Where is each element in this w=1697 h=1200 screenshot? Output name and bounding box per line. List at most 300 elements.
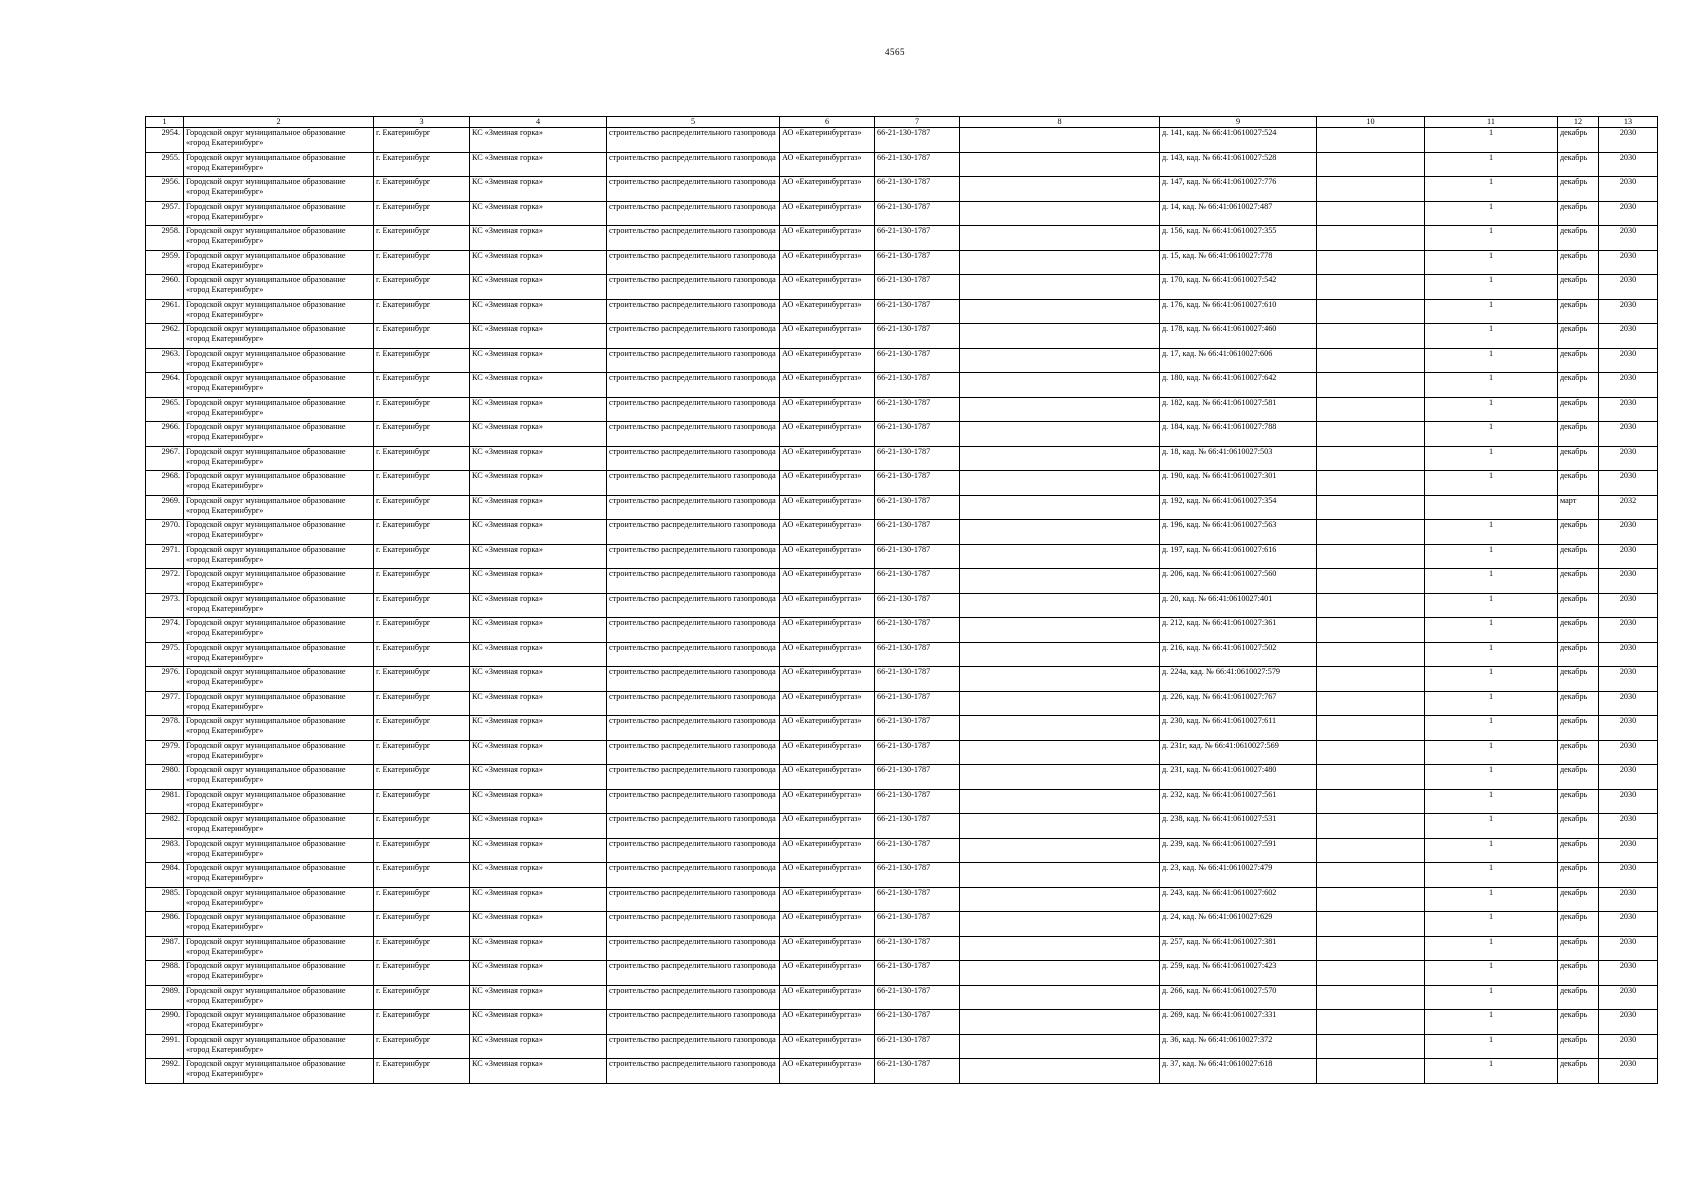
empty-cell xyxy=(960,226,1160,251)
column-header-5: 5 xyxy=(607,117,780,128)
row-number: 2965. xyxy=(146,397,184,422)
month-cell: декабрь xyxy=(1558,250,1599,275)
month-cell: декабрь xyxy=(1558,814,1599,839)
empty-cell xyxy=(1317,446,1425,471)
quantity-cell: 1 xyxy=(1425,373,1558,398)
organization-cell: АО «Екатеринбурггаз» xyxy=(780,569,875,594)
settlement-cell: г. Екатеринбург xyxy=(374,471,470,496)
row-number: 2966. xyxy=(146,422,184,447)
empty-cell xyxy=(1317,789,1425,814)
organization-cell: АО «Екатеринбурггаз» xyxy=(780,691,875,716)
municipality-cell: Городской округ муниципальное образование «город Екатеринбург» xyxy=(184,446,374,471)
empty-cell xyxy=(960,128,1160,153)
organization-cell: АО «Екатеринбурггаз» xyxy=(780,299,875,324)
month-cell: март xyxy=(1558,495,1599,520)
address-cell: д. 182, кад. № 66:41:0610027:581 xyxy=(1160,397,1317,422)
table-header xyxy=(146,117,1658,128)
municipality-cell: Городской округ муниципальное образование «город Екатеринбург» xyxy=(184,128,374,153)
empty-cell xyxy=(960,740,1160,765)
row-number: 2991. xyxy=(146,1034,184,1059)
code-cell: 66-21-130-1787 xyxy=(875,887,960,912)
purpose-cell: строительство распределительного газопровода xyxy=(607,593,780,618)
year-cell: 2030 xyxy=(1599,201,1658,226)
month-cell: декабрь xyxy=(1558,716,1599,741)
row-number: 2974. xyxy=(146,618,184,643)
table-row xyxy=(146,422,1658,447)
organization-cell: АО «Екатеринбурггаз» xyxy=(780,397,875,422)
year-cell: 2030 xyxy=(1599,275,1658,300)
purpose-cell: строительство распределительного газопровода xyxy=(607,863,780,888)
object-cell: КС «Змеиная горка» xyxy=(470,446,607,471)
table-row xyxy=(146,863,1658,888)
empty-cell xyxy=(1317,324,1425,349)
settlement-cell: г. Екатеринбург xyxy=(374,397,470,422)
address-cell: д. 230, кад. № 66:41:0610027:611 xyxy=(1160,716,1317,741)
empty-cell xyxy=(1317,618,1425,643)
month-cell: декабрь xyxy=(1558,324,1599,349)
year-cell: 2030 xyxy=(1599,1010,1658,1035)
empty-cell xyxy=(1317,177,1425,202)
organization-cell: АО «Екатеринбурггаз» xyxy=(780,961,875,986)
code-cell: 66-21-130-1787 xyxy=(875,152,960,177)
municipality-cell: Городской округ муниципальное образование «город Екатеринбург» xyxy=(184,422,374,447)
settlement-cell: г. Екатеринбург xyxy=(374,838,470,863)
empty-cell xyxy=(960,838,1160,863)
code-cell: 66-21-130-1787 xyxy=(875,324,960,349)
quantity-cell: 1 xyxy=(1425,446,1558,471)
month-cell: декабрь xyxy=(1558,667,1599,692)
settlement-cell: г. Екатеринбург xyxy=(374,177,470,202)
address-cell: д. 266, кад. № 66:41:0610027:570 xyxy=(1160,985,1317,1010)
table-row xyxy=(146,397,1658,422)
municipality-cell: Городской округ муниципальное образование «город Екатеринбург» xyxy=(184,961,374,986)
quantity-cell: 1 xyxy=(1425,716,1558,741)
municipality-cell: Городской округ муниципальное образование «город Екатеринбург» xyxy=(184,1010,374,1035)
object-cell: КС «Змеиная горка» xyxy=(470,716,607,741)
column-header-13: 13 xyxy=(1599,117,1658,128)
address-cell: д. 224а, кад. № 66:41:0610027:579 xyxy=(1160,667,1317,692)
settlement-cell: г. Екатеринбург xyxy=(374,887,470,912)
settlement-cell: г. Екатеринбург xyxy=(374,373,470,398)
row-number: 2992. xyxy=(146,1059,184,1084)
settlement-cell: г. Екатеринбург xyxy=(374,593,470,618)
municipality-cell: Городской округ муниципальное образование «город Екатеринбург» xyxy=(184,814,374,839)
month-cell: декабрь xyxy=(1558,446,1599,471)
empty-cell xyxy=(1317,275,1425,300)
settlement-cell: г. Екатеринбург xyxy=(374,985,470,1010)
organization-cell: АО «Екатеринбурггаз» xyxy=(780,593,875,618)
table-row xyxy=(146,520,1658,545)
settlement-cell: г. Екатеринбург xyxy=(374,544,470,569)
year-cell: 2030 xyxy=(1599,593,1658,618)
code-cell: 66-21-130-1787 xyxy=(875,593,960,618)
object-cell: КС «Змеиная горка» xyxy=(470,691,607,716)
month-cell: декабрь xyxy=(1558,1010,1599,1035)
empty-cell xyxy=(960,422,1160,447)
purpose-cell: строительство распределительного газопровода xyxy=(607,1010,780,1035)
empty-cell xyxy=(1317,201,1425,226)
table-row xyxy=(146,961,1658,986)
year-cell: 2030 xyxy=(1599,446,1658,471)
quantity-cell: 1 xyxy=(1425,250,1558,275)
municipality-cell: Городской округ муниципальное образование «город Екатеринбург» xyxy=(184,495,374,520)
quantity-cell: 1 xyxy=(1425,642,1558,667)
quantity-cell: 1 xyxy=(1425,1059,1558,1084)
municipality-cell: Городской округ муниципальное образование «город Екатеринбург» xyxy=(184,152,374,177)
quantity-cell: 1 xyxy=(1425,814,1558,839)
object-cell: КС «Змеиная горка» xyxy=(470,887,607,912)
year-cell: 2030 xyxy=(1599,373,1658,398)
table-row xyxy=(146,250,1658,275)
month-cell: декабрь xyxy=(1558,569,1599,594)
month-cell: декабрь xyxy=(1558,348,1599,373)
object-cell: КС «Змеиная горка» xyxy=(470,838,607,863)
purpose-cell: строительство распределительного газопровода xyxy=(607,373,780,398)
row-number: 2972. xyxy=(146,569,184,594)
year-cell: 2030 xyxy=(1599,789,1658,814)
row-number: 2969. xyxy=(146,495,184,520)
municipality-cell: Городской округ муниципальное образование «город Екатеринбург» xyxy=(184,642,374,667)
table-row xyxy=(146,593,1658,618)
table-row xyxy=(146,544,1658,569)
organization-cell: АО «Екатеринбурггаз» xyxy=(780,201,875,226)
address-cell: д. 216, кад. № 66:41:0610027:502 xyxy=(1160,642,1317,667)
year-cell: 2030 xyxy=(1599,226,1658,251)
purpose-cell: строительство распределительного газопровода xyxy=(607,1034,780,1059)
object-cell: КС «Змеиная горка» xyxy=(470,250,607,275)
address-cell: д. 141, кад. № 66:41:0610027:524 xyxy=(1160,128,1317,153)
code-cell: 66-21-130-1787 xyxy=(875,299,960,324)
year-cell: 2030 xyxy=(1599,667,1658,692)
year-cell: 2032 xyxy=(1599,495,1658,520)
object-cell: КС «Змеиная горка» xyxy=(470,985,607,1010)
address-cell: д. 20, кад. № 66:41:0610027:401 xyxy=(1160,593,1317,618)
year-cell: 2030 xyxy=(1599,887,1658,912)
organization-cell: АО «Екатеринбурггаз» xyxy=(780,152,875,177)
object-cell: КС «Змеиная горка» xyxy=(470,912,607,937)
month-cell: декабрь xyxy=(1558,373,1599,398)
municipality-cell: Городской округ муниципальное образование «город Екатеринбург» xyxy=(184,1034,374,1059)
code-cell: 66-21-130-1787 xyxy=(875,716,960,741)
object-cell: КС «Змеиная горка» xyxy=(470,275,607,300)
year-cell: 2030 xyxy=(1599,863,1658,888)
empty-cell xyxy=(1317,765,1425,790)
address-cell: д. 238, кад. № 66:41:0610027:531 xyxy=(1160,814,1317,839)
code-cell: 66-21-130-1787 xyxy=(875,642,960,667)
empty-cell xyxy=(960,887,1160,912)
month-cell: декабрь xyxy=(1558,544,1599,569)
table-row xyxy=(146,128,1658,153)
purpose-cell: строительство распределительного газопровода xyxy=(607,128,780,153)
quantity-cell: 1 xyxy=(1425,177,1558,202)
quantity-cell: 1 xyxy=(1425,128,1558,153)
header-row xyxy=(146,117,1658,128)
row-number: 2970. xyxy=(146,520,184,545)
object-cell: КС «Змеиная горка» xyxy=(470,226,607,251)
object-cell: КС «Змеиная горка» xyxy=(470,863,607,888)
empty-cell xyxy=(1317,912,1425,937)
address-cell: д. 231г, кад. № 66:41:0610027:569 xyxy=(1160,740,1317,765)
quantity-cell: 1 xyxy=(1425,985,1558,1010)
year-cell: 2030 xyxy=(1599,422,1658,447)
municipality-cell: Городской округ муниципальное образование «город Екатеринбург» xyxy=(184,985,374,1010)
year-cell: 2030 xyxy=(1599,912,1658,937)
settlement-cell: г. Екатеринбург xyxy=(374,814,470,839)
address-cell: д. 212, кад. № 66:41:0610027:361 xyxy=(1160,618,1317,643)
month-cell: декабрь xyxy=(1558,961,1599,986)
row-number: 2981. xyxy=(146,789,184,814)
year-cell: 2030 xyxy=(1599,838,1658,863)
municipality-cell: Городской округ муниципальное образование «город Екатеринбург» xyxy=(184,887,374,912)
year-cell: 2030 xyxy=(1599,765,1658,790)
code-cell: 66-21-130-1787 xyxy=(875,250,960,275)
row-number: 2980. xyxy=(146,765,184,790)
row-number: 2988. xyxy=(146,961,184,986)
address-cell: д. 178, кад. № 66:41:0610027:460 xyxy=(1160,324,1317,349)
quantity-cell: 1 xyxy=(1425,838,1558,863)
organization-cell: АО «Екатеринбурггаз» xyxy=(780,544,875,569)
purpose-cell: строительство распределительного газопровода xyxy=(607,471,780,496)
month-cell: декабрь xyxy=(1558,299,1599,324)
purpose-cell: строительство распределительного газопровода xyxy=(607,912,780,937)
purpose-cell: строительство распределительного газопровода xyxy=(607,936,780,961)
quantity-cell: 1 xyxy=(1425,569,1558,594)
year-cell: 2030 xyxy=(1599,716,1658,741)
empty-cell xyxy=(1317,299,1425,324)
settlement-cell: г. Екатеринбург xyxy=(374,618,470,643)
empty-cell xyxy=(960,1034,1160,1059)
address-cell: д. 243, кад. № 66:41:0610027:602 xyxy=(1160,887,1317,912)
month-cell: декабрь xyxy=(1558,275,1599,300)
table-row xyxy=(146,373,1658,398)
row-number: 2978. xyxy=(146,716,184,741)
empty-cell xyxy=(960,691,1160,716)
row-number: 2984. xyxy=(146,863,184,888)
settlement-cell: г. Екатеринбург xyxy=(374,422,470,447)
code-cell: 66-21-130-1787 xyxy=(875,814,960,839)
settlement-cell: г. Екатеринбург xyxy=(374,716,470,741)
settlement-cell: г. Екатеринбург xyxy=(374,275,470,300)
empty-cell xyxy=(1317,520,1425,545)
organization-cell: АО «Екатеринбурггаз» xyxy=(780,863,875,888)
purpose-cell: строительство распределительного газопровода xyxy=(607,716,780,741)
code-cell: 66-21-130-1787 xyxy=(875,569,960,594)
object-cell: КС «Змеиная горка» xyxy=(470,201,607,226)
address-cell: д. 206, кад. № 66:41:0610027:560 xyxy=(1160,569,1317,594)
object-cell: КС «Змеиная горка» xyxy=(470,520,607,545)
month-cell: декабрь xyxy=(1558,593,1599,618)
purpose-cell: строительство распределительного газопровода xyxy=(607,838,780,863)
row-number: 2958. xyxy=(146,226,184,251)
municipality-cell: Городской округ муниципальное образование «город Екатеринбург» xyxy=(184,667,374,692)
settlement-cell: г. Екатеринбург xyxy=(374,1010,470,1035)
empty-cell xyxy=(960,324,1160,349)
code-cell: 66-21-130-1787 xyxy=(875,1034,960,1059)
quantity-cell: 1 xyxy=(1425,348,1558,373)
row-number: 2962. xyxy=(146,324,184,349)
month-cell: декабрь xyxy=(1558,618,1599,643)
municipality-cell: Городской округ муниципальное образование «город Екатеринбург» xyxy=(184,789,374,814)
table-row xyxy=(146,936,1658,961)
code-cell: 66-21-130-1787 xyxy=(875,422,960,447)
empty-cell xyxy=(960,299,1160,324)
table-row xyxy=(146,1059,1658,1084)
code-cell: 66-21-130-1787 xyxy=(875,128,960,153)
object-cell: КС «Змеиная горка» xyxy=(470,961,607,986)
purpose-cell: строительство распределительного газопровода xyxy=(607,985,780,1010)
address-cell: д. 14, кад. № 66:41:0610027:487 xyxy=(1160,201,1317,226)
object-cell: КС «Змеиная горка» xyxy=(470,618,607,643)
settlement-cell: г. Екатеринбург xyxy=(374,495,470,520)
empty-cell xyxy=(960,985,1160,1010)
quantity-cell: 1 xyxy=(1425,765,1558,790)
municipality-cell: Городской округ муниципальное образование «город Екатеринбург» xyxy=(184,177,374,202)
table-row xyxy=(146,446,1658,471)
month-cell: декабрь xyxy=(1558,887,1599,912)
empty-cell xyxy=(1317,152,1425,177)
month-cell: декабрь xyxy=(1558,642,1599,667)
purpose-cell: строительство распределительного газопровода xyxy=(607,789,780,814)
organization-cell: АО «Екатеринбурггаз» xyxy=(780,250,875,275)
year-cell: 2030 xyxy=(1599,128,1658,153)
row-number: 2973. xyxy=(146,593,184,618)
object-cell: КС «Змеиная горка» xyxy=(470,789,607,814)
purpose-cell: строительство распределительного газопровода xyxy=(607,152,780,177)
purpose-cell: строительство распределительного газопровода xyxy=(607,250,780,275)
empty-cell xyxy=(960,961,1160,986)
address-cell: д. 147, кад. № 66:41:0610027:776 xyxy=(1160,177,1317,202)
column-header-3: 3 xyxy=(374,117,470,128)
quantity-cell: 1 xyxy=(1425,324,1558,349)
table-row xyxy=(146,348,1658,373)
month-cell: декабрь xyxy=(1558,740,1599,765)
column-header-1: 1 xyxy=(146,117,184,128)
table-row xyxy=(146,201,1658,226)
empty-cell xyxy=(1317,226,1425,251)
purpose-cell: строительство распределительного газопровода xyxy=(607,495,780,520)
row-number: 2968. xyxy=(146,471,184,496)
empty-cell xyxy=(1317,397,1425,422)
empty-cell xyxy=(1317,593,1425,618)
empty-cell xyxy=(960,250,1160,275)
code-cell: 66-21-130-1787 xyxy=(875,201,960,226)
empty-cell xyxy=(960,520,1160,545)
empty-cell xyxy=(960,667,1160,692)
empty-cell xyxy=(960,275,1160,300)
object-cell: КС «Змеиная горка» xyxy=(470,740,607,765)
column-header-4: 4 xyxy=(470,117,607,128)
purpose-cell: строительство распределительного газопровода xyxy=(607,324,780,349)
organization-cell: АО «Екатеринбурггаз» xyxy=(780,471,875,496)
settlement-cell: г. Екатеринбург xyxy=(374,152,470,177)
empty-cell xyxy=(1317,1034,1425,1059)
month-cell: декабрь xyxy=(1558,691,1599,716)
organization-cell: АО «Екатеринбурггаз» xyxy=(780,765,875,790)
object-cell: КС «Змеиная горка» xyxy=(470,128,607,153)
quantity-cell: 1 xyxy=(1425,912,1558,937)
address-cell: д. 37, кад. № 66:41:0610027:618 xyxy=(1160,1059,1317,1084)
address-cell: д. 24, кад. № 66:41:0610027:629 xyxy=(1160,912,1317,937)
organization-cell: АО «Екатеринбурггаз» xyxy=(780,838,875,863)
organization-cell: АО «Екатеринбурггаз» xyxy=(780,324,875,349)
purpose-cell: строительство распределительного газопровода xyxy=(607,887,780,912)
empty-cell xyxy=(960,373,1160,398)
year-cell: 2030 xyxy=(1599,642,1658,667)
quantity-cell: 1 xyxy=(1425,299,1558,324)
purpose-cell: строительство распределительного газопровода xyxy=(607,740,780,765)
month-cell: декабрь xyxy=(1558,226,1599,251)
settlement-cell: г. Екатеринбург xyxy=(374,201,470,226)
object-cell: КС «Змеиная горка» xyxy=(470,642,607,667)
empty-cell xyxy=(960,936,1160,961)
object-cell: КС «Змеиная горка» xyxy=(470,765,607,790)
row-number: 2976. xyxy=(146,667,184,692)
municipality-cell: Городской округ муниципальное образование «город Екатеринбург» xyxy=(184,299,374,324)
municipality-cell: Городской округ муниципальное образование «город Екатеринбург» xyxy=(184,201,374,226)
organization-cell: АО «Екатеринбурггаз» xyxy=(780,814,875,839)
object-cell: КС «Змеиная горка» xyxy=(470,1010,607,1035)
address-cell: д. 17, кад. № 66:41:0610027:606 xyxy=(1160,348,1317,373)
address-cell: д. 180, кад. № 66:41:0610027:642 xyxy=(1160,373,1317,398)
code-cell: 66-21-130-1787 xyxy=(875,961,960,986)
quantity-cell: 1 xyxy=(1425,201,1558,226)
purpose-cell: строительство распределительного газопровода xyxy=(607,642,780,667)
empty-cell xyxy=(1317,716,1425,741)
table-row xyxy=(146,1010,1658,1035)
empty-cell xyxy=(960,814,1160,839)
row-number: 2975. xyxy=(146,642,184,667)
purpose-cell: строительство распределительного газопровода xyxy=(607,520,780,545)
municipality-cell: Городской округ муниципальное образование «город Екатеринбург» xyxy=(184,324,374,349)
object-cell: КС «Змеиная горка» xyxy=(470,544,607,569)
municipality-cell: Городской округ муниципальное образование «город Екатеринбург» xyxy=(184,373,374,398)
municipality-cell: Городской округ муниципальное образование «город Екатеринбург» xyxy=(184,348,374,373)
column-header-6: 6 xyxy=(780,117,875,128)
purpose-cell: строительство распределительного газопровода xyxy=(607,569,780,594)
code-cell: 66-21-130-1787 xyxy=(875,985,960,1010)
address-cell: д. 15, кад. № 66:41:0610027:778 xyxy=(1160,250,1317,275)
address-cell: д. 190, кад. № 66:41:0610027:301 xyxy=(1160,471,1317,496)
quantity-cell: 1 xyxy=(1425,471,1558,496)
empty-cell xyxy=(1317,985,1425,1010)
row-number: 2986. xyxy=(146,912,184,937)
empty-cell xyxy=(1317,471,1425,496)
municipality-cell: Городской округ муниципальное образование «город Екатеринбург» xyxy=(184,569,374,594)
quantity-cell: 1 xyxy=(1425,152,1558,177)
month-cell: декабрь xyxy=(1558,422,1599,447)
empty-cell xyxy=(960,201,1160,226)
purpose-cell: строительство распределительного газопровода xyxy=(607,814,780,839)
purpose-cell: строительство распределительного газопровода xyxy=(607,201,780,226)
settlement-cell: г. Екатеринбург xyxy=(374,912,470,937)
settlement-cell: г. Екатеринбург xyxy=(374,324,470,349)
organization-cell: АО «Екатеринбурггаз» xyxy=(780,936,875,961)
address-cell: д. 239, кад. № 66:41:0610027:591 xyxy=(1160,838,1317,863)
organization-cell: АО «Екатеринбурггаз» xyxy=(780,912,875,937)
empty-cell xyxy=(1317,838,1425,863)
empty-cell xyxy=(1317,1059,1425,1084)
table-row xyxy=(146,985,1658,1010)
object-cell: КС «Змеиная горка» xyxy=(470,348,607,373)
empty-cell xyxy=(1317,569,1425,594)
code-cell: 66-21-130-1787 xyxy=(875,495,960,520)
table-row xyxy=(146,642,1658,667)
year-cell: 2030 xyxy=(1599,397,1658,422)
address-cell: д. 176, кад. № 66:41:0610027:610 xyxy=(1160,299,1317,324)
settlement-cell: г. Екатеринбург xyxy=(374,446,470,471)
organization-cell: АО «Екатеринбурггаз» xyxy=(780,618,875,643)
code-cell: 66-21-130-1787 xyxy=(875,863,960,888)
